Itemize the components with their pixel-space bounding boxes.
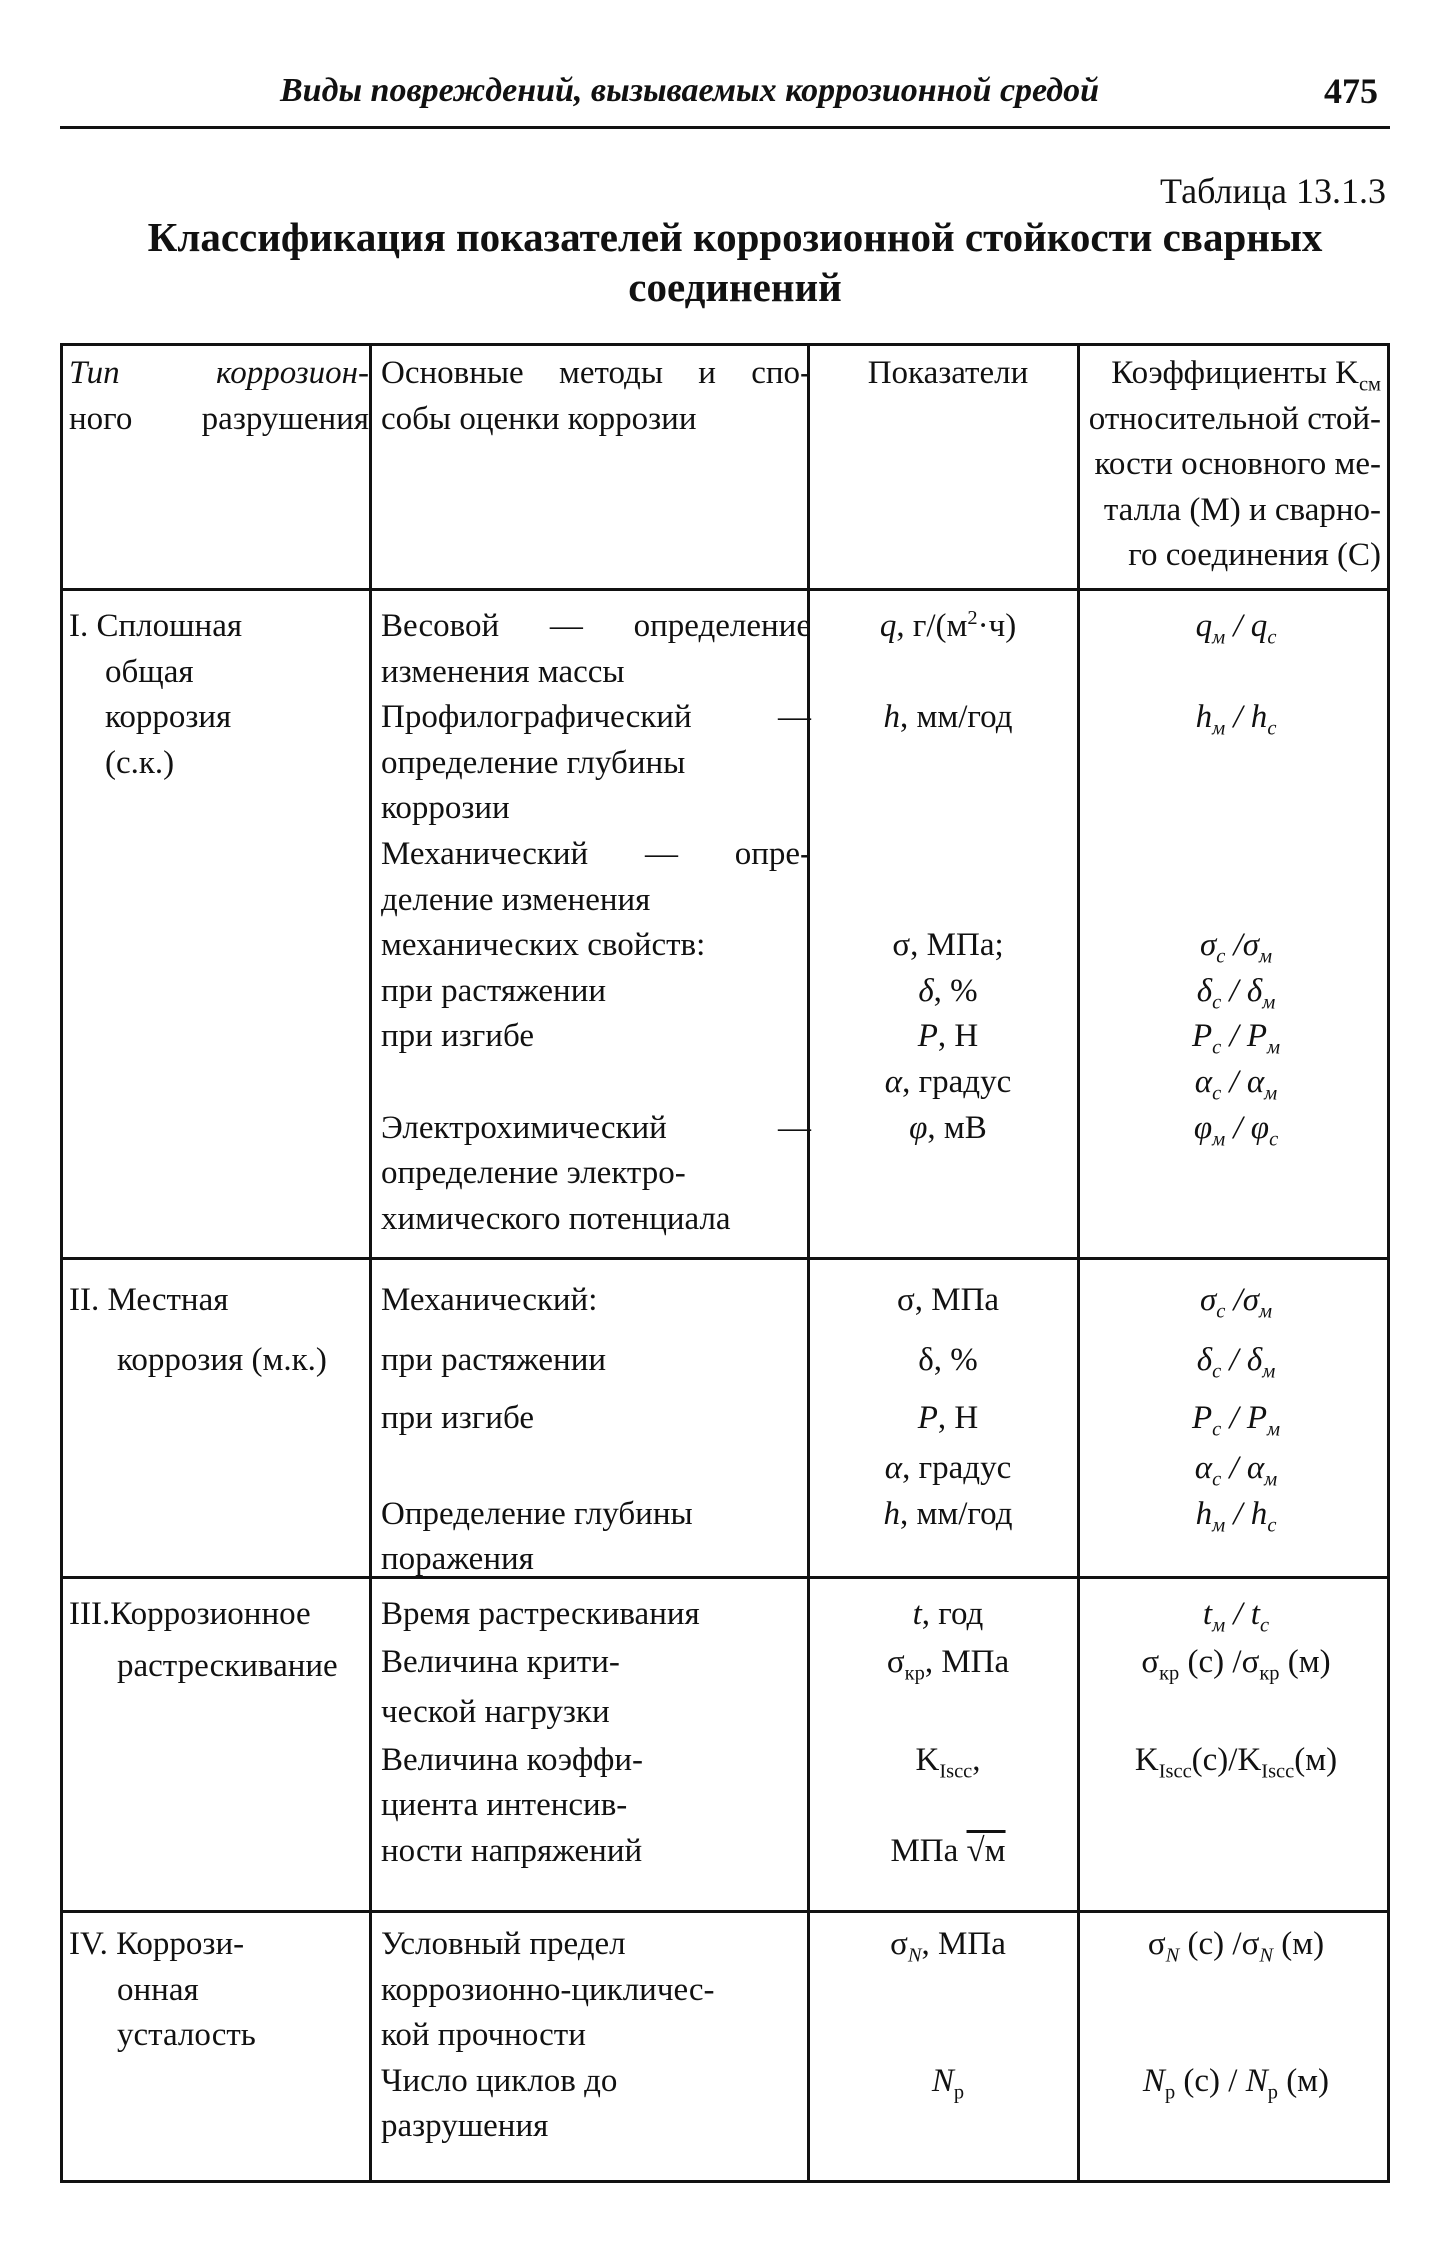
indicator: α, градус xyxy=(884,1063,1012,1100)
coefficient: $h_м / h_с$ xyxy=(1195,699,1277,740)
group-4-methods xyxy=(381,1922,811,2150)
type-line: II. Местная xyxy=(69,1282,229,1318)
indicator: δ, % xyxy=(918,972,978,1009)
coefficient: $K_{Iscc}(с)/K_{Iscc}(м)$ xyxy=(1134,1741,1338,1783)
indicator: P, Н xyxy=(917,1018,979,1055)
coefficient: $P_с / P_м$ xyxy=(1191,1400,1281,1441)
header-line: Основные методы и спо- xyxy=(381,355,811,391)
method-line: при растяжении xyxy=(381,972,607,1009)
coefficient: $\sigma_с$ $/\sigma_м$ xyxy=(1199,1282,1273,1323)
method-line: определение электро- xyxy=(381,1155,686,1192)
method-line: при растяжении xyxy=(381,1342,607,1378)
group-4-type xyxy=(69,1922,369,2059)
coefficient: $\sigma_N$ (с) $/\sigma_N$ (м) xyxy=(1147,1926,1325,1967)
type-line: коррозия xyxy=(105,699,232,736)
header-type xyxy=(69,351,369,442)
method-line: коррозии xyxy=(381,790,510,827)
group-1-indicators xyxy=(815,604,1081,1151)
coefficient: $\delta_с / \delta_м$ xyxy=(1196,972,1276,1014)
indicator: $N_р$ xyxy=(931,2062,965,2104)
column-divider xyxy=(369,346,372,2180)
header-line: Показатели xyxy=(867,355,1029,391)
method-line: циента интенсив- xyxy=(381,1787,628,1824)
indicator: α, градус xyxy=(884,1450,1012,1486)
page-number: 475 xyxy=(1324,71,1378,111)
method-line: механических свойств: xyxy=(381,927,706,964)
indicator: q, $г/(м^2\cdot ч)$ xyxy=(879,607,1017,644)
method-line: Число циклов до xyxy=(381,2062,618,2099)
method-line: при изгибе xyxy=(381,1018,534,1055)
header-indicators xyxy=(815,351,1081,397)
running-title: Виды повреждений, вызываемых коррозионной средой xyxy=(280,72,1100,109)
header-coefficients xyxy=(1085,351,1387,579)
header-methods xyxy=(381,351,811,442)
coefficient: $h_м / h_с$ xyxy=(1195,1495,1277,1537)
indicator: σ, МПа xyxy=(896,1282,1000,1318)
type-line: IV. Коррози- xyxy=(69,1926,245,1962)
type-line: усталость xyxy=(117,2017,256,2054)
group-1-methods xyxy=(381,604,811,1242)
method-line: при изгибе xyxy=(381,1400,534,1436)
coefficient: $\alpha_с / \alpha_м$ xyxy=(1194,1450,1278,1491)
coefficient: $q_м / q_с$ xyxy=(1195,608,1277,649)
group-2-coefficients xyxy=(1085,1270,1387,1537)
coefficient: $P_с / P_м$ xyxy=(1191,1018,1281,1059)
group-2-type xyxy=(69,1270,369,1390)
group-1-coefficients xyxy=(1085,604,1387,1151)
group-1-type xyxy=(69,604,369,786)
table-number: Таблица 13.1.3 xyxy=(1160,171,1386,211)
indicator: φ, мВ xyxy=(909,1109,987,1146)
method-line: коррозионно-цикличес- xyxy=(381,1971,715,2008)
header-rule xyxy=(60,126,1390,129)
method-line: Условный предел xyxy=(381,1926,626,1962)
indicator: $K_{Iscc}$, xyxy=(915,1741,981,1783)
method-line xyxy=(381,1446,811,1492)
header-line: Тип коррозион- xyxy=(69,355,369,391)
type-line: I. Сплошная xyxy=(69,608,243,644)
group-3-coefficients xyxy=(1085,1588,1387,1783)
coefficient: $\varphi_м / \varphi_с$ xyxy=(1193,1109,1279,1151)
method-line xyxy=(381,1060,811,1106)
header-line: кости основного ме- xyxy=(1094,446,1381,483)
method-line: химического потенциала xyxy=(381,1200,731,1237)
group-3-indicators xyxy=(815,1588,1081,1874)
method-line: Определение глубины xyxy=(381,1495,693,1532)
coefficient: $\delta_с / \delta_м$ xyxy=(1196,1342,1276,1383)
row-divider xyxy=(63,1257,1387,1260)
coefficient: $t_м / t_с$ xyxy=(1202,1596,1270,1637)
header-line: го соединения (С) xyxy=(1128,537,1381,574)
type-line: коррозия (м.к.) xyxy=(117,1342,327,1378)
method-line: определение глубины xyxy=(381,744,686,781)
coefficient: $\sigma_{кр}$ (с) $/\sigma_{кр}$ (м) xyxy=(1141,1644,1331,1685)
method-line: ности напряжений xyxy=(381,1832,643,1869)
group-3-type xyxy=(69,1588,369,1692)
method-line: Профилографический — xyxy=(381,699,811,736)
method-line: Величина крити- xyxy=(381,1644,620,1680)
type-line: онная xyxy=(117,1971,199,2008)
table-title-line: Классификация показателей коррозионной стойкости сварных xyxy=(147,214,1323,260)
method-line: кой прочности xyxy=(381,2017,586,2054)
header-line: Коэффициенты $K_{см}$ xyxy=(1111,355,1381,396)
type-line: общая xyxy=(105,653,194,690)
method-line: Механический — опре- xyxy=(381,835,811,872)
method-line: деление изменения xyxy=(381,881,651,918)
indicator: h, мм/год xyxy=(883,1495,1013,1532)
classification-table xyxy=(60,343,1390,2183)
row-divider xyxy=(63,588,1387,591)
indicator: h, мм/год xyxy=(883,699,1013,736)
group-3-methods xyxy=(381,1588,811,1874)
indicator: P, Н xyxy=(917,1400,979,1436)
coefficient: $\alpha_с / \alpha_м$ xyxy=(1194,1063,1278,1105)
header-line: ного разрушения xyxy=(69,400,369,437)
group-2-indicators xyxy=(815,1270,1081,1537)
row-divider xyxy=(63,1910,1387,1913)
method-line: Весовой — определение xyxy=(381,608,811,644)
method-line: Время растрескивания xyxy=(381,1596,700,1632)
group-4-coefficients xyxy=(1085,1922,1387,2104)
type-line: III.Коррозионное xyxy=(69,1596,311,1632)
method-line: изменения массы xyxy=(381,653,625,690)
coefficient: $\sigma_с$ $/\sigma_м$ xyxy=(1199,927,1273,968)
method-line: Механический: xyxy=(381,1282,598,1318)
table-title xyxy=(90,212,1380,312)
method-line: Величина коэффи- xyxy=(381,1741,644,1778)
group-4-indicators xyxy=(815,1922,1081,2104)
header-line: собы оценки коррозии xyxy=(381,400,697,437)
indicator: МПа √м xyxy=(890,1832,1006,1869)
header-line: относительной стой- xyxy=(1088,400,1381,437)
method-line: поражения xyxy=(381,1541,534,1578)
indicator: σ, МПа; xyxy=(892,927,1004,964)
header-line: талла (М) и сварно- xyxy=(1103,491,1381,528)
table-title-line: соединений xyxy=(628,264,842,310)
indicator: t, год xyxy=(912,1596,984,1632)
coefficient: $N_р$ $(с) / N_р$ (м) xyxy=(1142,2062,1330,2104)
group-2-methods xyxy=(381,1270,811,1583)
indicator: δ, % xyxy=(918,1342,978,1378)
type-line: растрескивание xyxy=(117,1648,338,1684)
method-line: Электрохимический — xyxy=(381,1109,811,1146)
type-line: (с.к.) xyxy=(105,744,175,781)
method-line: разрушения xyxy=(381,2108,549,2145)
running-head xyxy=(60,68,1390,128)
indicator: $\sigma_N$, МПа xyxy=(890,1926,1006,1967)
indicator: $\sigma_{кр}$, МПа xyxy=(886,1644,1010,1685)
method-line: ческой нагрузки xyxy=(381,1693,610,1730)
